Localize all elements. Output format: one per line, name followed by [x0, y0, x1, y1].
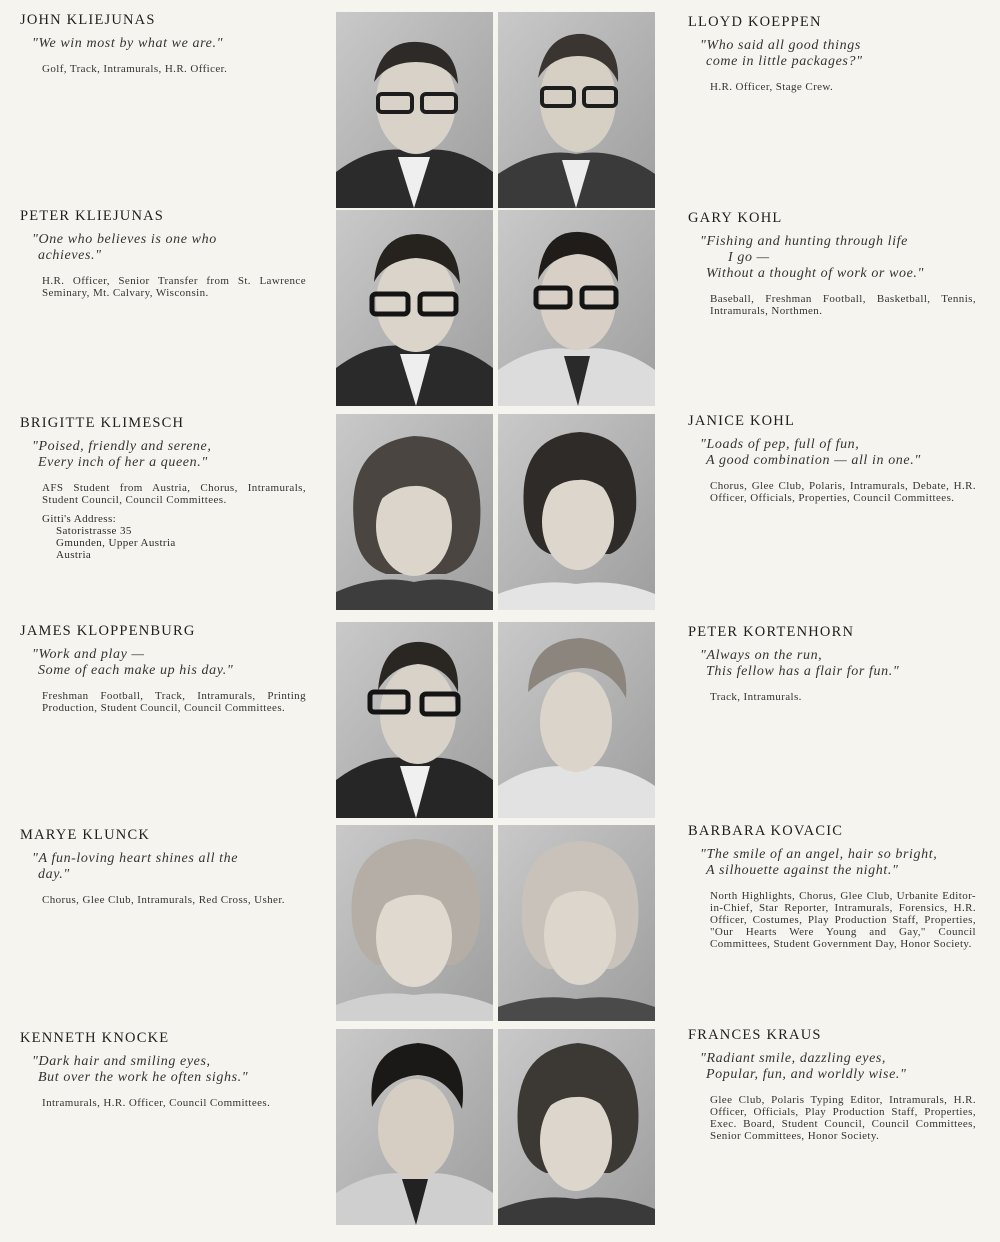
- student-entry-janice-kohl: [688, 413, 976, 504]
- student-activities: H.R. Officer, Senior Transfer from St. Lawrence Seminary, Mt. Calvary, Wisconsin.: [42, 275, 306, 299]
- student-quote: "Who said all good things come in little packages?": [700, 38, 863, 69]
- portrait-photo-frances-kraus: [498, 1029, 655, 1225]
- student-activities: Intramurals, H.R. Officer, Council Committees.: [42, 1097, 271, 1109]
- student-quote: "Always on the run, This fellow has a flair for fun.": [700, 648, 900, 679]
- portrait-photo-lloyd-koeppen: [498, 12, 655, 208]
- portrait-photo-kenneth-knocke: [336, 1029, 493, 1225]
- student-quote: "Loads of pep, full of fun, A good combination — all in one.": [700, 437, 921, 468]
- student-quote: "A fun-loving heart shines all the day.": [32, 851, 239, 882]
- student-activities: Chorus, Glee Club, Intramurals, Red Cross, Usher.: [42, 894, 285, 906]
- student-quote: "One who believes is one who achieves.": [32, 232, 217, 263]
- student-quote: "Dark hair and smiling eyes, But over the work he often sighs.": [32, 1054, 249, 1085]
- portrait-photo-peter-kortenhorn: [498, 622, 655, 818]
- student-name: BRIGITTE KLIMESCH: [20, 415, 185, 431]
- portrait-photo-brigitte-klimesch: [336, 414, 493, 610]
- student-name: PETER KORTENHORN: [688, 624, 855, 640]
- student-quote: "Radiant smile, dazzling eyes, Popular, fun, and worldly wise.": [700, 1051, 907, 1082]
- student-name: PETER KLIEJUNAS: [20, 208, 165, 224]
- student-name: LLOYD KOEPPEN: [688, 14, 822, 30]
- student-name: MARYE KLUNCK: [20, 827, 151, 843]
- student-entry-lloyd-koeppen: [688, 14, 976, 93]
- student-activities: Baseball, Freshman Football, Basketball, Tennis, Intramurals, Northmen.: [710, 293, 976, 317]
- student-entry-kenneth-knocke: [20, 1030, 306, 1109]
- portrait-photo-gary-kohl: [498, 210, 655, 406]
- portrait-photo-peter-kliejunas: [336, 210, 493, 406]
- student-activities: AFS Student from Austria, Chorus, Intramurals, Student Council, Council Committees.: [42, 482, 306, 506]
- portrait-photo-janice-kohl: [498, 414, 655, 610]
- student-entry-brigitte-klimesch: [20, 415, 306, 561]
- student-name: KENNETH KNOCKE: [20, 1030, 170, 1046]
- student-name: JANICE KOHL: [688, 413, 796, 429]
- student-quote: "Fishing and hunting through life I go — Without a thought of work or woe.": [700, 234, 925, 281]
- student-entry-gary-kohl: [688, 210, 976, 317]
- student-entry-frances-kraus: [688, 1027, 976, 1142]
- student-activities: Chorus, Glee Club, Polaris, Intramurals, Debate, H.R. Officer, Officials, Properties, Council Committees.: [710, 480, 976, 504]
- student-quote: "Work and play — Some of each make up his day.": [32, 647, 234, 678]
- student-entry-james-kloppenburg: [20, 623, 306, 714]
- student-name: FRANCES KRAUS: [688, 1027, 822, 1043]
- student-activities: North Highlights, Chorus, Glee Club, Urbanite Editor-in-Chief, Star Reporter, Intramurals, Forensics, H.R. Officer, Costumes, Play Production Staff, Properties, "Our Hearts Were Young and Gay," Council Committees, Student Government Day, Honor Society.: [710, 890, 976, 950]
- student-entry-marye-klunck: [20, 827, 306, 906]
- address-label: Gitti's Address:: [42, 513, 117, 525]
- student-name: JAMES KLOPPENBURG: [20, 623, 196, 639]
- portrait-photo-james-kloppenburg: [336, 622, 493, 818]
- portrait-photo-barbara-kovacic: [498, 825, 655, 1021]
- student-name: GARY KOHL: [688, 210, 783, 226]
- student-activities: Freshman Football, Track, Intramurals, Printing Production, Student Council, Council Committees.: [42, 690, 306, 714]
- portrait-photo-john-kliejunas: [336, 12, 493, 208]
- student-activities: Glee Club, Polaris Typing Editor, Intramurals, H.R. Officer, Officials, Play Production Staff, Properties, Exec. Board, Student Council, Council Committees, Senior Committees, Honor Society.: [710, 1094, 976, 1142]
- student-activities: H.R. Officer, Stage Crew.: [710, 81, 834, 93]
- portrait-photo-marye-klunck: [336, 825, 493, 1021]
- student-quote: "The smile of an angel, hair so bright, A silhouette against the night.": [700, 847, 938, 878]
- student-activities: Track, Intramurals.: [710, 691, 802, 703]
- student-entry-peter-kortenhorn: [688, 624, 976, 703]
- student-entry-barbara-kovacic: [688, 823, 976, 950]
- student-quote: "Poised, friendly and serene, Every inch of her a queen.": [32, 439, 212, 470]
- student-address: Satoristrasse 35 Gmunden, Upper Austria Austria: [56, 525, 176, 561]
- student-quote: "We win most by what we are.": [32, 36, 224, 51]
- student-entry-john-kliejunas: [20, 12, 306, 75]
- student-name: BARBARA KOVACIC: [688, 823, 844, 839]
- student-activities: Golf, Track, Intramurals, H.R. Officer.: [42, 63, 228, 75]
- student-name: JOHN KLIEJUNAS: [20, 12, 156, 28]
- student-entry-peter-kliejunas: [20, 208, 306, 299]
